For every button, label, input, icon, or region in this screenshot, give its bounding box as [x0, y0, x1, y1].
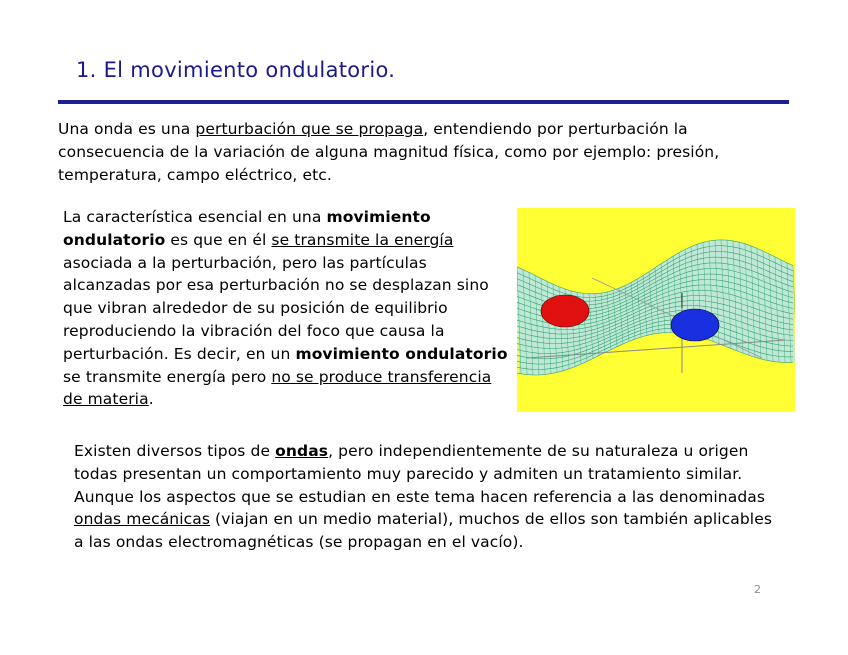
underlined-text: no se produce transferencia de materia — [63, 367, 492, 409]
text: (viajan en un medio material), muchos de ellos son también aplicables a las ondas electromagnéticas (se propagan en el vacío). — [74, 510, 773, 552]
underlined-text: se transmite la energía — [271, 230, 454, 249]
bold-text: movimiento ondulatorio — [63, 208, 431, 249]
paragraph-definition — [58, 118, 798, 186]
text: se transmite energía pero — [63, 367, 272, 386]
bold-underlined-text: ondas — [275, 442, 329, 460]
text: asociada a la perturbación, pero las partículas alcanzadas por esa perturbación no se desplazan sino que vibran alrededor de su posición de equilibrio reproduciendo la vibración del foco que causa la perturbación. Es decir, en un — [63, 253, 489, 363]
text: es que en él — [165, 230, 272, 249]
bold-text: movimiento ondulatorio — [295, 344, 508, 363]
page-title: 1. El movimiento ondulatorio. — [76, 58, 396, 82]
text: , entendiendo por perturbación la consecuencia de la variación de alguna magnitud física, como por ejemplo: presión, temperatura, campo eléctrico, etc. — [58, 120, 720, 184]
red-particle — [541, 295, 589, 327]
wave-mesh-graphic — [517, 208, 795, 412]
underlined-text: ondas mecánicas — [74, 510, 211, 529]
text: Existen diversos tipos de — [74, 442, 276, 460]
paragraph-types — [74, 440, 784, 554]
text: Una onda es una — [58, 120, 196, 138]
underlined-text: perturbación que se propaga — [195, 120, 424, 138]
text: . — [148, 390, 154, 409]
page-number: 2 — [754, 583, 761, 596]
title-divider — [58, 100, 789, 104]
text: , pero independientemente de su naturaleza u origen todas presentan un comportamiento muy parecido y admiten un tratamiento similar. Aunque los aspectos que se estudian en este tema hacen referencia a las denominadas — [74, 442, 766, 506]
blue-particle — [671, 309, 719, 341]
wave-illustration — [517, 208, 795, 412]
text: La característica esencial en una — [63, 208, 327, 226]
paragraph-characteristic — [63, 206, 513, 411]
